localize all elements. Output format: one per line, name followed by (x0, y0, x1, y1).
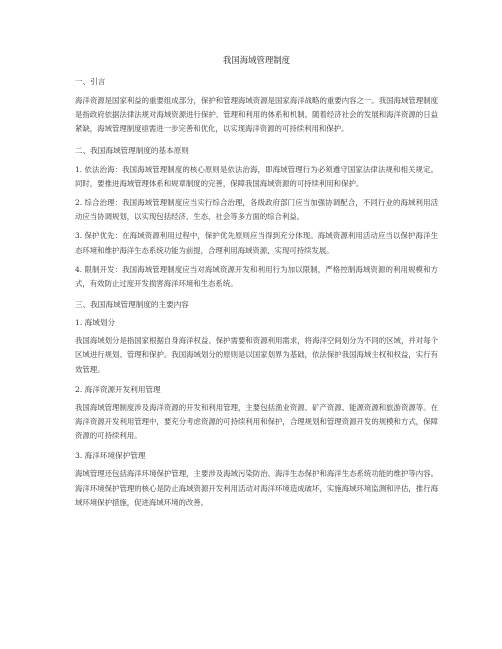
principle-paragraph: 2. 综合治理：我国海域管理制度应当实行综合治理，各级政府部门应当加强协调配合，不同行业的海域利用活动应当协调规划，以实现包括经济、生态、社会等多方面的综合利益。 (75, 198, 438, 222)
principle-paragraph: 4. 限制开发：我国海域管理制度应当对海域资源开发和利用行为加以限制，严格控制海域资源的利用规模和方式，有效防止过度开发损害海洋环境和生态系统。 (75, 264, 438, 289)
section-heading-contents: 三、我国海域管理制度的主要内容 (75, 300, 189, 310)
principle-paragraph: 1. 依法治海：我国海域管理制度的核心原则是依法治海，即海域管理行为必须遵守国家法律法规和相关规定。同时，要推进海域管理体系和规章制度的完善，保障我国海域资源的可持续利用和保护。 (75, 164, 438, 188)
subsection-heading: 2. 海洋资源开发利用管理 (75, 384, 161, 394)
subsection-paragraph: 我国海域划分是指国家根据自身海洋权益、保护需要和资源利用需求，将海洋空间划分为不同的区域，并对每个区域进行规划、管理和保护。我国海域划分的原则是以国家划界为基础，依法保护我国海域主权和权益，实行有效管理。 (75, 336, 438, 374)
principle-paragraph: 3. 保护优先：在海域资源利用过程中，保护优先原则应当得到充分体现。海域资源利用活动应当以保护海洋生态环境和维护海洋生态系统功能为前提，合理利用海域资源，实现可持续发展。 (75, 231, 438, 255)
document-title: 我国海域管理制度 (223, 55, 290, 65)
subsection-paragraph: 海域管理还包括海洋环境保护管理，主要涉及海域污染防治、海洋生态保护和海洋生态系统功能的维护等内容。海洋环境保护管理的核心是防止海域资源开发利用活动对海洋环境造成破坏，实施海域环境监测和评估，推行海域环境保护措施，促进海域环境的改善。 (75, 469, 438, 507)
subsection-heading: 3. 海洋环境保护管理 (75, 451, 146, 461)
section-heading-intro: 一、引言 (75, 77, 106, 86)
subsection-paragraph: 我国海域管理制度涉及海洋资源的开发和利用管理，主要包括渔业资源、矿产资源、能源资源和旅游资源等。在海洋资源开发利用管理中，要充分考虑资源的可持续利用和保护，合理规划和管理资源开发的规模和方式，保障资源的可持续利用。 (75, 402, 438, 441)
subsection-heading: 1. 海域划分 (75, 318, 116, 328)
paragraph: 海洋资源是国家利益的重要组成部分，保护和管理海域资源是国家海洋战略的重要内容之一。我国海域管理制度是指政府依据法律法规对海域资源进行保护、管理和利用的体系和机制。随着经济社会的发展和海洋资源的日益紧缺，海域管理制度亟需进一步完善和优化，以实现海洋资源的可持续利用和保护。 (75, 96, 438, 134)
section-heading-principles: 二、我国海域管理制度的基本原则 (75, 145, 189, 155)
